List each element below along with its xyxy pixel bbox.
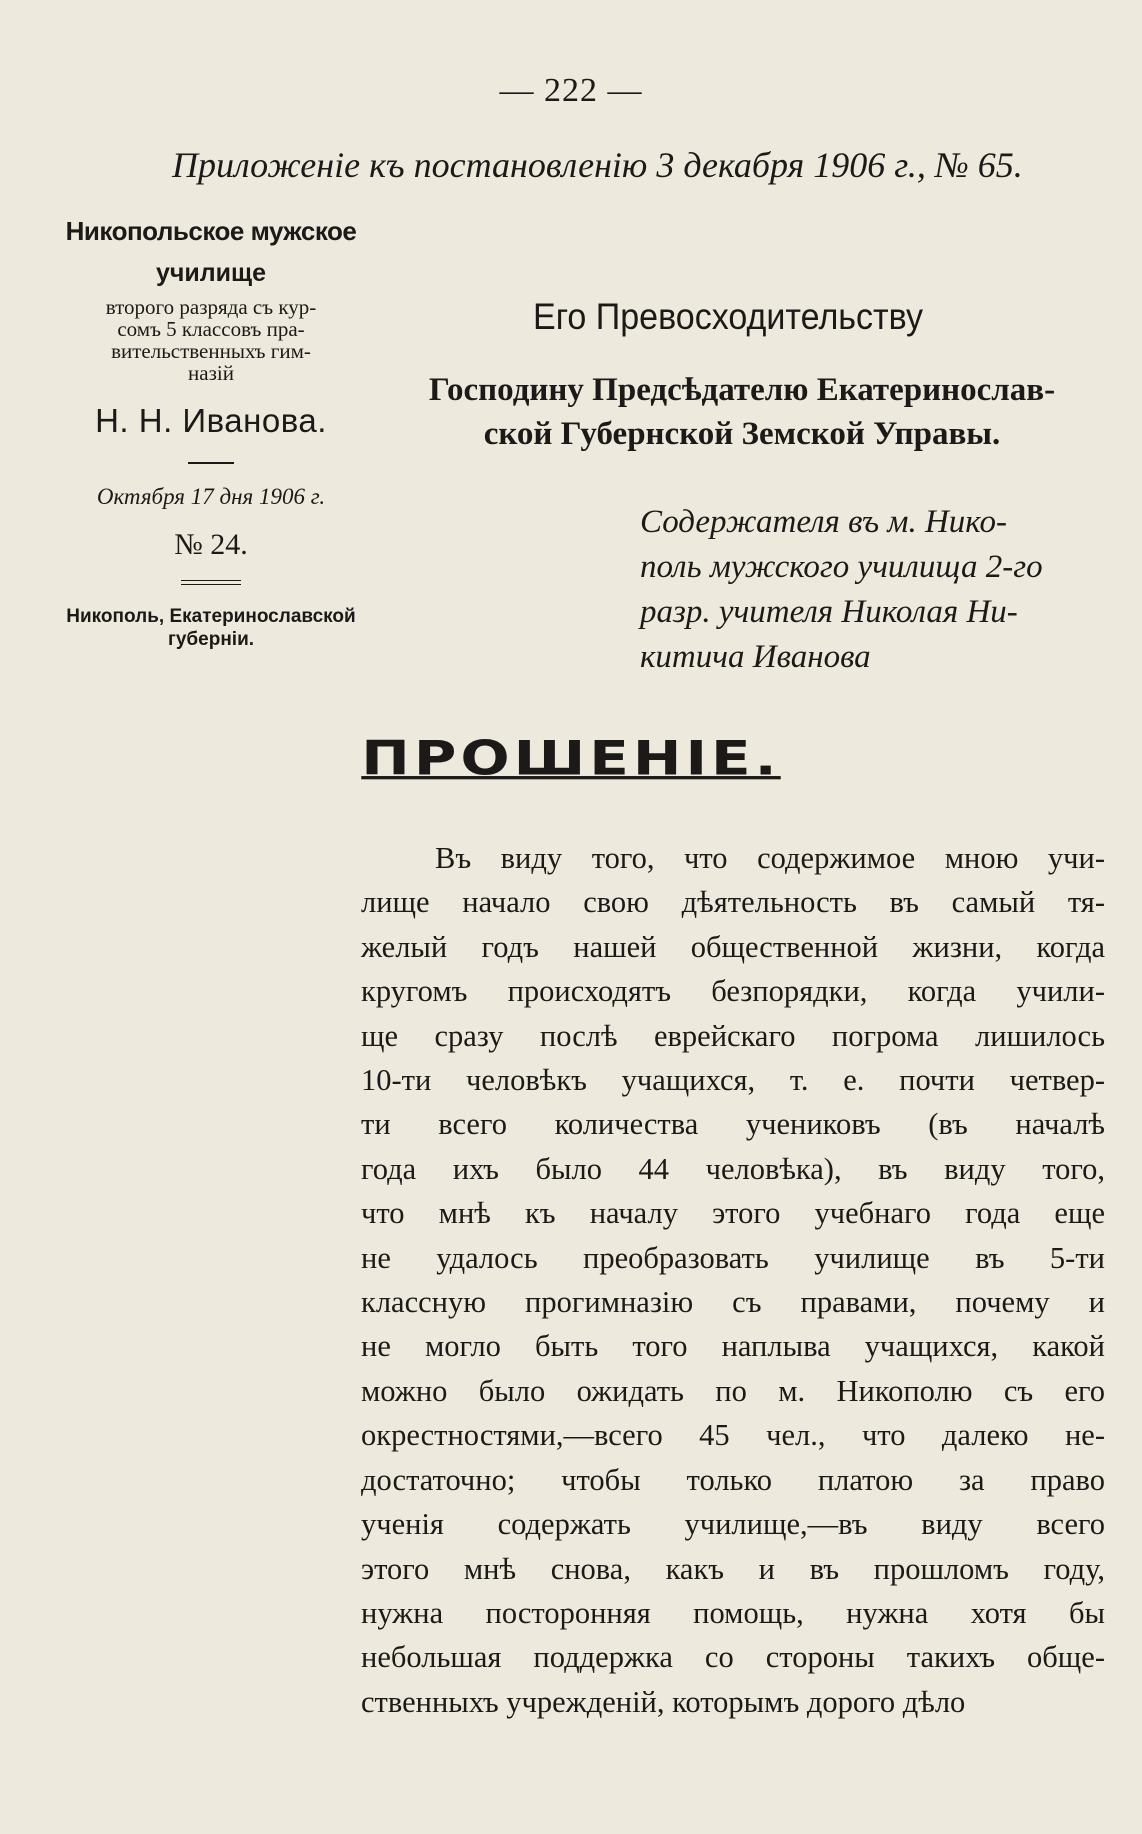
school-type: училище	[155, 259, 267, 287]
addressee-title: Его Превосходительству	[532, 296, 924, 337]
letter-number: № 24.	[174, 528, 248, 561]
sender	[640, 500, 1110, 680]
sender-line: поль мужского училища 2-го	[640, 549, 1043, 585]
letter-place-line: Никополь, Екатеринославской	[66, 606, 356, 627]
sender-line: китича Иванова	[640, 639, 871, 675]
body-line: ственныхъ учрежденій, которымъ дорого дѣло	[361, 1684, 966, 1719]
body-line: достаточно; чтобы только платою за право	[361, 1462, 1105, 1497]
school-details-line: второго разряда съ кур-	[105, 295, 317, 319]
body-line: можно было ожидать по м. Никополю съ его	[361, 1373, 1105, 1408]
school-name: Никопольское мужское	[65, 216, 357, 246]
addressee-line: Господину Предсѣдателю Екатеринослав-	[428, 372, 1056, 408]
divider	[188, 462, 234, 464]
body-line: классную прогимназію съ правами, почему и	[361, 1285, 1105, 1320]
body-line: ти всего количества учениковъ (въ началѣ	[361, 1107, 1105, 1142]
body-line: лище начало свою дѣятельность въ самый тя-	[361, 885, 1105, 920]
body-line: не удалось преобразовать училище въ 5-ти	[361, 1240, 1105, 1275]
body-line: нужна посторонняя помощь, нужна хотя бы	[361, 1595, 1105, 1630]
letter-place-line: губерніи.	[167, 629, 255, 650]
body-line: кругомъ происходятъ безпорядки, когда учили-	[361, 974, 1105, 1009]
page-number: — 222 —	[499, 72, 643, 109]
sender-line: разр. учителя Николая Ни-	[640, 594, 1018, 630]
appendix-line: Приложеніе къ постановленію 3 декабря 1906 г., № 65.	[172, 145, 1023, 185]
letter-date: Октября 17 дня 1906 г.	[96, 484, 326, 509]
letter-place	[58, 605, 364, 651]
body-line: этого мнѣ снова, какъ и въ прошломъ году,	[361, 1551, 1105, 1586]
school-details-line: назій	[188, 361, 234, 385]
body-line: ученія содержать училище,—въ виду всего	[361, 1507, 1105, 1542]
body-line: не могло быть того наплыва учащихся, какой	[361, 1329, 1105, 1364]
body-line: года ихъ было 44 человѣка), въ виду того,	[361, 1151, 1105, 1186]
body-line: 10-ти человѣкъ учащихся, т. е. почти четвер-	[361, 1063, 1105, 1098]
addressee	[378, 368, 1106, 456]
school-details-line: сомъ 5 классовъ пра-	[117, 317, 305, 341]
addressee-line: ской Губернской Земской Управы.	[483, 416, 1001, 452]
school-owner: Н. Н. Иванова.	[95, 402, 327, 439]
double-divider	[181, 580, 241, 585]
school-details	[58, 296, 364, 384]
body-line: окрестностями,—всего 45 чел., что далеко не-	[361, 1418, 1105, 1453]
body-line: ще сразу послѣ еврейскаго погрома лишилось	[361, 1018, 1105, 1053]
body-line: что мнѣ къ началу этого учебнаго года еще	[361, 1196, 1105, 1231]
document-heading: ПРОШЕНІЕ.	[361, 730, 781, 786]
body-line: Въ виду того, что содержимое мною учи-	[435, 841, 1105, 875]
body-line: желый годъ нашей общественной жизни, когда	[361, 929, 1105, 964]
letterhead	[58, 216, 364, 651]
petition-body	[361, 836, 1105, 1724]
body-line: небольшая поддержка со стороны такихъ обще-	[361, 1640, 1105, 1675]
school-details-line: вительственныхъ гим-	[111, 339, 311, 363]
sender-line: Содержателя въ м. Нико-	[640, 504, 1007, 540]
